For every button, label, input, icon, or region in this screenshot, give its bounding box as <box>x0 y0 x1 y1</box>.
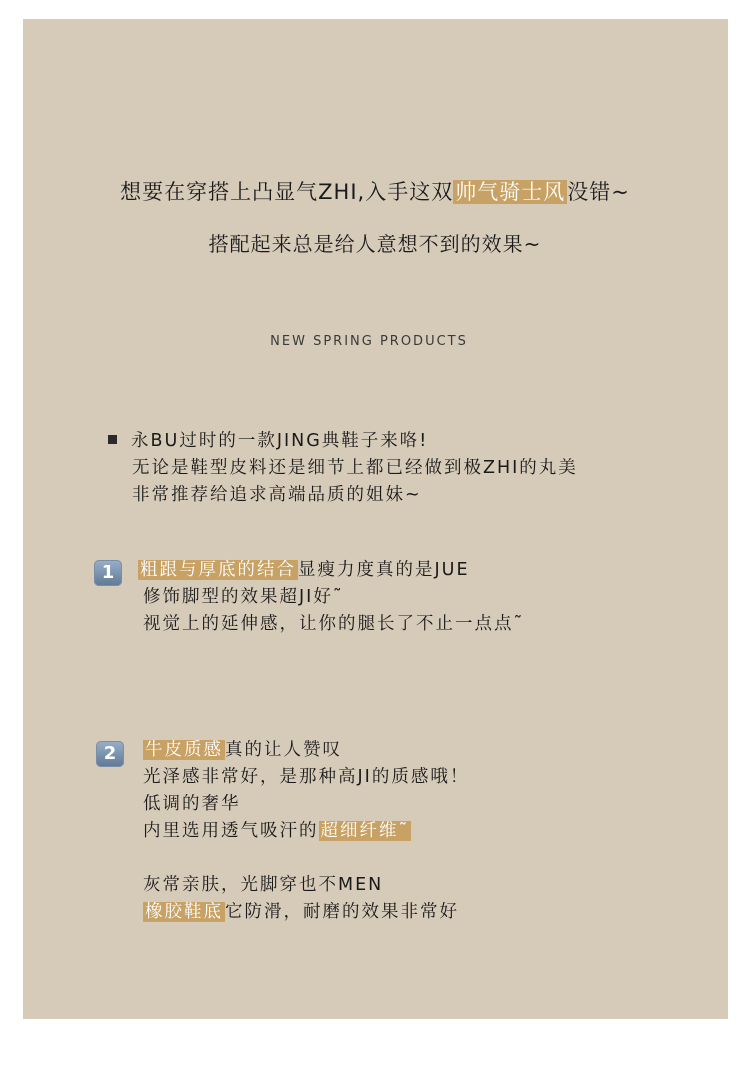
feature-line: 修饰脚型的效果超JI好˜ <box>143 587 344 607</box>
feature-line <box>143 818 469 845</box>
bullet-line-text: 永BU过时的一款JING典鞋子来咯! <box>131 431 429 451</box>
number-badge-2: 2 <box>96 741 124 767</box>
feature-line <box>143 737 469 764</box>
feature-line-text: 真的让人赞叹 <box>225 740 342 760</box>
intro-bullet-block <box>108 428 578 509</box>
feature-line <box>138 557 524 584</box>
intro-text-end: 没错~ <box>567 180 630 204</box>
bullet-line: 非常推荐给追求高端品质的姐妹~ <box>132 485 422 505</box>
feature-line: 低调的奢华 <box>143 794 241 814</box>
bullet-line: 无论是鞋型皮料还是细节上都已经做到极ZHI的丸美 <box>132 458 578 478</box>
feature-line: 灰常亲肤，光脚穿也不MEN <box>143 875 384 895</box>
feature-line-text: 显瘦力度真的是JUE <box>298 560 470 580</box>
intro-line-1 <box>0 172 750 212</box>
feature-section-2 <box>143 737 469 926</box>
feature-line-text: 它防滑，耐磨的效果非常好 <box>225 902 459 922</box>
feature-line <box>143 899 469 926</box>
number-badge-1: 1 <box>94 560 122 586</box>
spacer <box>143 845 469 872</box>
highlight-knight-style: 帅气骑士风 <box>455 180 566 204</box>
feature-line: 光泽感非常好，是那种高JI的质感哦！ <box>143 767 470 787</box>
intro-line-2: 搭配起来总是给人意想不到的效果~ <box>208 232 542 256</box>
feature-line: 视觉上的延伸感，让你的腿长了不止一点点˜ <box>143 614 525 634</box>
highlight-thick-heel: 粗跟与厚底的结合 <box>140 560 296 580</box>
subtitle: NEW SPRING PRODUCTS <box>270 334 468 349</box>
square-bullet-icon <box>108 435 117 444</box>
highlight-cowhide: 牛皮质感 <box>145 740 223 760</box>
intro-text: 想要在穿搭上凸显气ZHI,入手这双 <box>120 180 454 204</box>
bullet-line <box>108 428 578 455</box>
feature-section-1 <box>138 557 524 638</box>
highlight-rubber-sole: 橡胶鞋底 <box>145 902 223 922</box>
feature-line-text: 内里选用透气吸汗的 <box>143 821 319 841</box>
highlight-microfiber: 超细纤维˜ <box>320 821 410 841</box>
